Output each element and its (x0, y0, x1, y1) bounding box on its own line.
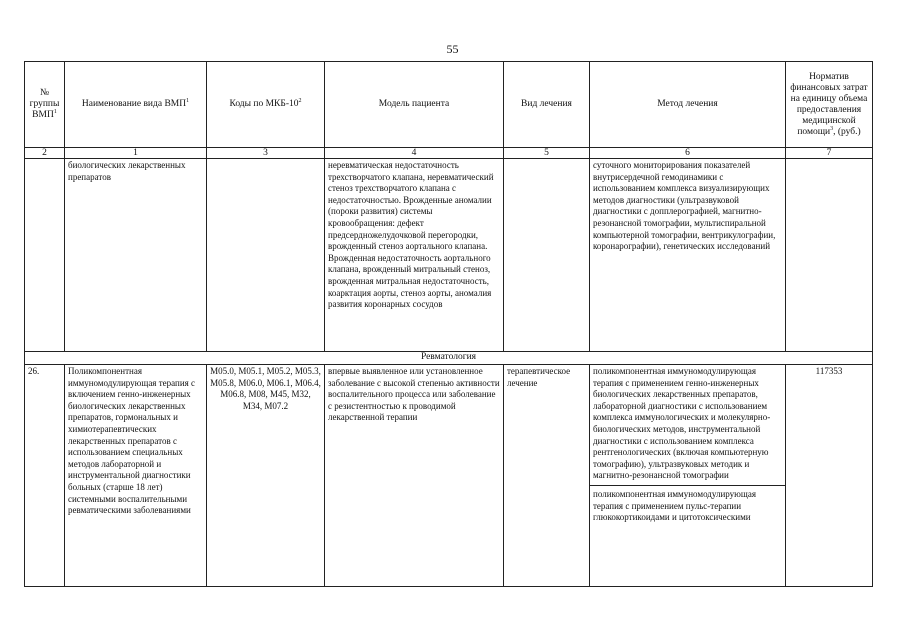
column-number: 3 (207, 148, 325, 159)
row26-method (590, 365, 786, 587)
row26-codes: M05.0, M05.1, M05.2, M05.3, M05.8, M06.0, M06.1, M06.4, M06.8, M08, M45, M32, M34, M07.2 (207, 365, 325, 587)
continuation-row (25, 159, 873, 352)
column-number: 7 (786, 148, 873, 159)
column-number-row (25, 148, 873, 159)
section-title: Ревматология (25, 352, 873, 365)
column-number: 1 (65, 148, 207, 159)
header-cost-norm: Норматив финансовых затрат на единицу объема предоставления медицинской помощи$^3$, (руб.) (786, 62, 873, 148)
row-26 (25, 365, 873, 587)
row26-name: Поликомпонентная иммуномодулирующая терапия с включением генно-инженерных биологических лекарственных препаратов, гормональных и химиотерапевтических лекарственных препаратов с использованием специальных методов лабораторной и инструментальной диагностики больных (старше 18 лет) системными воспалительными ревматическими заболеваниями (65, 365, 207, 587)
row26-method-1: поликомпонентная иммуномодулирующая терапия с применением генно-инженерных биологических лекарственных препаратов, лабораторной диагностики с использованием комплекса иммунологических и молекулярно-биологических методов, инструментальной диагностики с использованием комплекса рентгенологических (включая компьютерную томографию), ультразвуковых методик и магнитно-резонансной томографии (593, 366, 771, 481)
cont-model-cell: неревматическая недостаточность трехстворчатого клапана, неревматический стеноз трехстворчатого клапана с недостаточностью. Врожденные аномалии (пороки развития) системы кровообращения: дефект предсердножелудочковой перегородки, врожденный стеноз аортального клапана. Врожденная недостаточность аортального клапана, врожденный митральный стеноз, врожденная митральная недостаточность, коарктация аорты, стеноз аорты, аномалия развития коронарных сосудов (325, 159, 504, 352)
vmp-table (24, 61, 873, 587)
header-mkb-codes: Коды по МКБ-$10^2$ (207, 62, 325, 148)
column-number: 5 (504, 148, 590, 159)
header-group: № группы ВМП$^1$ (25, 62, 65, 148)
column-number: 6 (590, 148, 786, 159)
header-patient-model: Модель пациента (325, 62, 504, 148)
row26-group: 26. (25, 365, 65, 587)
row26-cost: 117353 (786, 365, 873, 587)
header-row (25, 62, 873, 148)
header-vmp-name: Наименование вида ВМП$^1$ (65, 62, 207, 148)
header-treatment-type: Вид лечения (504, 62, 590, 148)
page-number: 55 (446, 42, 459, 56)
cont-group-cell (25, 159, 65, 352)
cont-name-cell: биологических лекарственных препаратов (65, 159, 207, 352)
column-number: 2 (25, 148, 65, 159)
cont-codes-cell (207, 159, 325, 352)
cont-type-cell (504, 159, 590, 352)
cont-cost-cell (786, 159, 873, 352)
column-number: 4 (325, 148, 504, 159)
row26-treatment-type: терапевтическое лечение (504, 365, 590, 587)
row26-method-2: поликомпонентная иммуномодулирующая терапия с применением пульс-терапии глюкокортикоидами и цитотоксическими (590, 485, 785, 524)
cont-method-cell: суточного мониторирования показателей внутрисердечной гемодинамики с использованием комплекса визуализирующих методов диагностики (ультразвуковой диагностики с допплерографией, магнитно-резонансной томографии, мультиспиральной компьютерной томографии, вентрикулографии, коронарографии), генетических исследований (590, 159, 786, 352)
header-treatment-method: Метод лечения (590, 62, 786, 148)
row26-model: впервые выявленное или установленное заболевание с высокой степенью активности воспалительного процесса или заболевание с резистентностью к проводимой лекарственной терапии (325, 365, 504, 587)
section-row (25, 352, 873, 365)
